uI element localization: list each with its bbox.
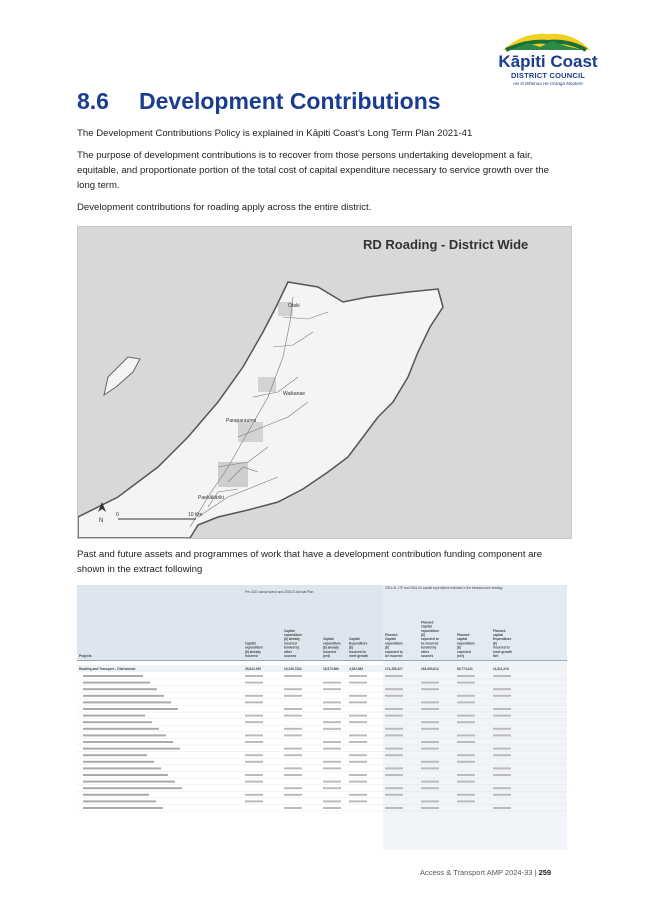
table-cell-placeholder [323,761,341,763]
page-footer [420,868,551,877]
total-row-cell: Roading and Transport – Districtwide [79,667,136,671]
table-row-label-placeholder [83,708,178,710]
table-row-label-placeholder [83,688,157,690]
table-cell-placeholder [349,800,367,802]
table-cell-placeholder [349,715,367,717]
table-cell-placeholder [457,721,475,723]
table-cell-placeholder [421,807,439,809]
map-place-otaki: Ōtaki [288,303,300,309]
total-row-cell: 164,693,812 [421,667,439,671]
table-cell-placeholder [284,695,302,697]
table-cell-placeholder [457,695,475,697]
table-cell-placeholder [457,734,475,736]
total-row-cell: 11,811,216 [493,667,509,671]
table-cell-placeholder [493,728,511,730]
column-header: expenditure [457,641,476,646]
column-header: incurred to [493,645,510,650]
table-row-label-placeholder [83,741,173,743]
table-cell-placeholder [284,794,302,796]
table-cell-placeholder [385,774,403,776]
table-cell-placeholder [284,734,302,736]
table-cell-placeholder [493,734,511,736]
total-row-cell: 25,842,295 [245,667,261,671]
table-cell-placeholder [349,781,367,783]
table-cell-placeholder [421,701,439,703]
column-header: incurred to [349,649,366,654]
table-cell-placeholder [245,754,263,756]
column-header: Projects [79,654,92,658]
column-header: (net) [323,654,330,658]
table-cell-placeholder [421,728,439,730]
svg-text:10 Km: 10 Km [188,512,203,518]
map-place-paraparaumu: Paraparaumu [226,418,257,424]
table-cell-placeholder [385,787,403,789]
table-cell-placeholder [245,715,263,717]
table-cell-placeholder [245,761,263,763]
column-header: funded by [284,645,300,650]
table-row-label-placeholder [83,767,161,769]
table-row-label-placeholder [83,695,164,697]
logo-title: Kāpiti Coast [498,52,598,71]
page-number: 259 [538,868,552,877]
column-header: Capital [385,637,396,642]
table-cell-placeholder [323,741,341,743]
table-cell-placeholder [421,761,439,763]
group-header: Pre 2021 actual spend and 2020/21 Annual Plan [245,590,314,594]
table-row-label-placeholder [83,794,149,796]
table-cell-placeholder [493,715,511,717]
table-cell-placeholder [493,754,511,756]
table-row-label-placeholder [83,675,143,677]
table-cell-placeholder [493,708,511,710]
column-header: ($) already [245,649,261,654]
section-title: Development Contributions [139,88,441,114]
table-cell-placeholder [323,701,341,703]
total-row-cell: 69,774,411 [457,667,473,671]
table-cell-placeholder [457,682,475,684]
table-cell-placeholder [457,794,475,796]
table-cell-placeholder [385,708,403,710]
group-header: 2021-41 LTP and 2041-51 capital expenditure included in the infrastructure strategy [385,586,503,590]
table-cell-placeholder [323,748,341,750]
table-cell-placeholder [385,748,403,750]
table-graphic [77,585,567,850]
table-cell-placeholder [349,761,367,763]
table-cell-placeholder [493,767,511,769]
table-cell-placeholder [323,728,341,730]
column-header: Planned [385,633,398,637]
table-cell-placeholder [349,734,367,736]
footer-text: Access & Transport AMP 2024-33 [420,868,533,877]
map-title: RD Roading - District Wide [363,237,529,252]
table-cell-placeholder [421,741,439,743]
table-cell-placeholder [323,787,341,789]
column-header: expenditure [421,628,440,633]
table-cell-placeholder [245,734,263,736]
column-header: ($) already [323,645,339,650]
column-header: funded by [421,645,437,650]
table-cell-placeholder [385,767,403,769]
table-cell-placeholder [349,774,367,776]
table-cell-placeholder [349,695,367,697]
svg-text:0: 0 [116,512,119,518]
table-cell-placeholder [284,774,302,776]
paragraph-purpose: The purpose of development contributions is to recover from those persons undertaking development a fair, equitable, and proportionate portion of the total cost of capital expenditure necessary to service growth over the long term. [77,150,549,191]
table-cell-placeholder [385,715,403,717]
column-header: incurred [323,649,336,654]
column-header: Expenditure [493,637,512,642]
table-cell-placeholder [493,695,511,697]
table-cell-placeholder [245,675,263,677]
table-cell-placeholder [349,721,367,723]
table-cell-placeholder [349,675,367,677]
column-header: Capital [349,637,360,642]
column-header: Planned [457,633,470,637]
column-header: expected [457,649,471,654]
column-header: incurred [284,641,297,646]
table-cell-placeholder [323,781,341,783]
map-place-waikanae: Waikanae [283,391,306,397]
column-header: expected to [385,649,403,654]
column-header: incurred [245,654,258,658]
table-row-label-placeholder [83,754,147,756]
column-header: Capital [421,624,432,629]
table-row-label-placeholder [83,761,154,763]
table-cell-placeholder [493,748,511,750]
column-header: Capital [323,637,334,642]
table-cell-placeholder [245,695,263,697]
table-cell-placeholder [421,721,439,723]
column-header: Expenditure [349,641,368,646]
total-row-cell: 16,573,569 [323,667,339,671]
column-header: expected to [421,637,439,642]
table-cell-placeholder [323,800,341,802]
table-cell-placeholder [284,807,302,809]
logo-tagline: He Iti Whenua He Oranga Moutere [513,81,583,86]
table-cell-placeholder [457,741,475,743]
table-cell-placeholder [245,800,263,802]
contributions-table [77,585,567,850]
table-cell-placeholder [284,728,302,730]
table-cell-placeholder [493,787,511,789]
table-cell-placeholder [457,800,475,802]
column-header: sources [421,654,434,658]
table-cell-placeholder [457,774,475,776]
table-cell-placeholder [245,682,263,684]
table-row-label-placeholder [83,781,175,783]
table-cell-placeholder [349,701,367,703]
table-row-label-placeholder [83,715,145,717]
column-header: expenditure [284,633,303,637]
column-header: other [421,649,429,654]
column-header: meet growth [493,649,512,654]
footer-separator: | [534,868,537,877]
paragraph-roading: Development contributions for roading apply across the entire district. [77,202,372,213]
table-cell-placeholder [493,807,511,809]
table-cell-placeholder [284,767,302,769]
column-header: ($) [421,633,425,637]
table-cell-placeholder [421,781,439,783]
table-cell-placeholder [493,675,511,677]
table-row-label-placeholder [83,807,163,809]
table-cell-placeholder [385,728,403,730]
table-cell-placeholder [284,748,302,750]
column-header: ($) [457,645,461,650]
column-header: expenditure [245,645,264,650]
table-cell-placeholder [385,734,403,736]
table-cell-placeholder [284,787,302,789]
table-cell-placeholder [323,708,341,710]
table-cell-placeholder [323,688,341,690]
table-cell-placeholder [421,767,439,769]
table-cell-placeholder [457,675,475,677]
table-cell-placeholder [421,787,439,789]
map-place-paekakariki: Paekākāriki [198,495,224,501]
table-cell-placeholder [284,688,302,690]
table-cell-placeholder [457,781,475,783]
table-cell-placeholder [284,675,302,677]
column-header: ($) [385,645,389,650]
column-header: other [284,649,292,654]
table-cell-placeholder [457,715,475,717]
table-cell-placeholder [421,800,439,802]
table-cell-placeholder [421,748,439,750]
table-cell-placeholder [421,688,439,690]
table-cell-placeholder [493,794,511,796]
table-cell-placeholder [493,774,511,776]
table-cell-placeholder [457,701,475,703]
table-cell-placeholder [245,741,263,743]
column-header: Planned [421,620,434,625]
table-cell-placeholder [284,708,302,710]
column-header: Capital [284,628,295,633]
table-cell-placeholder [323,807,341,809]
table-cell-placeholder [284,715,302,717]
table-cell-placeholder [385,794,403,796]
roading-map [77,226,572,539]
table-cell-placeholder [385,754,403,756]
table-row-label-placeholder [83,682,150,684]
column-header: ($) already [284,637,300,642]
total-row-cell: 19,249,7262 [284,667,302,671]
column-header: ($) [349,645,353,650]
table-cell-placeholder [421,682,439,684]
logo-subtitle: DISTRICT COUNCIL [510,71,586,80]
column-header: meet growth [349,654,368,658]
table-cell-placeholder [245,781,263,783]
table-cell-placeholder [493,688,511,690]
table-cell-placeholder [385,675,403,677]
total-row-cell: 174,455,427 [385,667,403,671]
table-cell-placeholder [245,721,263,723]
table-cell-placeholder [457,754,475,756]
column-header: capital [493,633,504,637]
column-header: sources [284,654,297,658]
table-cell-placeholder [284,754,302,756]
column-header: expenditure [323,641,342,646]
table-row-label-placeholder [83,721,152,723]
column-header: (net) [457,654,464,658]
column-header: Planned [493,628,506,633]
table-cell-placeholder [421,708,439,710]
table-cell-placeholder [349,682,367,684]
table-row-label-placeholder [83,734,166,736]
table-cell-placeholder [349,754,367,756]
table-cell-placeholder [385,688,403,690]
column-header: expenditure [385,641,404,646]
table-row-label-placeholder [83,787,182,789]
column-header: capital [457,637,468,642]
column-header: ($) [493,641,497,646]
table-cell-placeholder [323,682,341,684]
table-cell-placeholder [457,761,475,763]
table-row-label-placeholder [83,748,180,750]
map-graphic [78,227,571,538]
column-header: Net [493,654,499,658]
column-header: be incurred [385,654,403,658]
column-header: be incurred [421,641,439,646]
table-cell-placeholder [385,695,403,697]
table-cell-placeholder [245,774,263,776]
table-cell-placeholder [385,807,403,809]
table-cell-placeholder [323,767,341,769]
paragraph-policy: The Development Contributions Policy is explained in Kāpiti Coast’s Long Term Plan 2021-41 [77,128,473,139]
section-number: 8.6 [77,88,109,114]
svg-text:N: N [99,518,104,524]
table-row-label-placeholder [83,728,159,730]
column-header: Capital [245,641,256,646]
table-cell-placeholder [245,794,263,796]
section-heading [77,88,441,115]
table-cell-placeholder [349,794,367,796]
table-cell-placeholder [323,721,341,723]
total-row-cell: 4,162,862 [349,667,364,671]
table-cell-placeholder [245,701,263,703]
table-cell-placeholder [349,741,367,743]
table-row-label-placeholder [83,774,168,776]
table-row-label-placeholder [83,701,171,703]
table-row-label-placeholder [83,800,156,802]
table-caption: Past and future assets and programmes of work that have a development contribution funding component are shown in the extract following [77,549,543,575]
